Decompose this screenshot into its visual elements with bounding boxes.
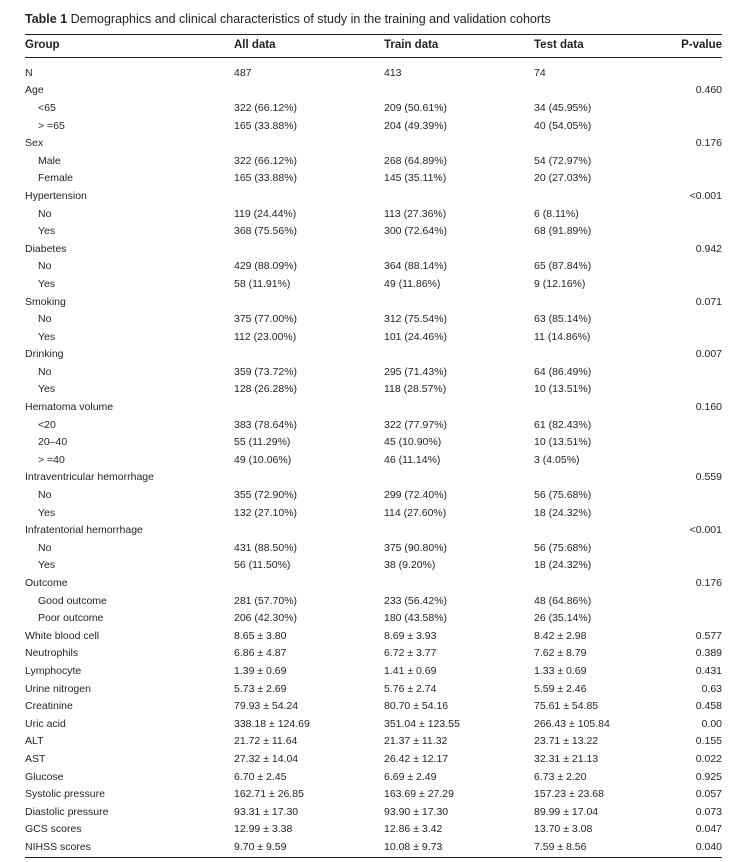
- cell-all-data: 5.73 ± 2.69: [234, 682, 287, 695]
- table-row: [25, 222, 722, 240]
- cell-all-data: 55 (11.29%): [234, 436, 291, 449]
- cell-p-value: 0.155: [695, 735, 722, 748]
- cell-all-data: 128 (26.28%): [234, 383, 298, 396]
- table-row: [25, 310, 722, 328]
- cell-test-data: [534, 134, 684, 152]
- table-row: [25, 381, 722, 399]
- cell-train-data: 5.76 ± 2.74: [384, 682, 437, 695]
- table-row: [25, 715, 722, 733]
- table-row: [25, 82, 722, 100]
- cell-p-value: [684, 117, 722, 135]
- cell-p-value: [684, 609, 722, 627]
- cell-p-value: 0.176: [695, 577, 722, 590]
- table-row: [25, 821, 722, 839]
- cell-all-data: 429 (88.09%): [234, 260, 298, 273]
- cell-all-data: 9.70 ± 9.59: [234, 840, 287, 853]
- header-p-value: P-value: [681, 39, 722, 51]
- table-row: [25, 627, 722, 645]
- cell-group: Age: [25, 84, 44, 97]
- cell-train-data: [384, 240, 534, 258]
- cell-train-data: 26.42 ± 12.17: [384, 752, 449, 765]
- cell-group: Poor outcome: [38, 612, 104, 625]
- cell-p-value: 0.073: [695, 805, 722, 818]
- cell-test-data: 23.71 ± 13.22: [534, 735, 599, 748]
- table-body: [25, 64, 722, 856]
- cell-all-data: 368 (75.56%): [234, 225, 298, 238]
- cell-train-data: 6.72 ± 3.77: [384, 647, 437, 660]
- cell-group: Yes: [38, 330, 56, 343]
- cell-train-data: [384, 82, 534, 100]
- cell-group: No: [38, 313, 52, 326]
- cell-all-data: [234, 240, 384, 258]
- cell-all-data: 58 (11.91%): [234, 277, 291, 290]
- cell-p-value: [684, 363, 722, 381]
- cell-train-data: 351.04 ± 123.55: [384, 717, 460, 730]
- table-row: [25, 293, 722, 311]
- cell-group: Yes: [38, 506, 56, 519]
- cell-train-data: [384, 187, 534, 205]
- cell-p-value: [684, 416, 722, 434]
- cell-all-data: 165 (33.88%): [234, 172, 298, 185]
- cell-test-data: 157.23 ± 23.68: [534, 788, 604, 801]
- table-row: [25, 592, 722, 610]
- cell-p-value: 0.431: [695, 664, 722, 677]
- cell-group: N: [25, 66, 33, 79]
- cell-group: <20: [38, 418, 56, 431]
- table-row: [25, 469, 722, 487]
- cell-group: Uric acid: [25, 717, 66, 730]
- cell-train-data: [384, 346, 534, 364]
- cell-group: <65: [38, 101, 56, 114]
- table-header-rule: [25, 57, 722, 58]
- cell-test-data: [534, 521, 684, 539]
- cell-p-value: 0.007: [695, 348, 722, 361]
- table-row: [25, 521, 722, 539]
- cell-all-data: 49 (10.06%): [234, 453, 292, 466]
- cell-group: Yes: [38, 225, 56, 238]
- cell-all-data: [234, 574, 384, 592]
- table-row: [25, 451, 722, 469]
- cell-group: No: [38, 207, 52, 220]
- cell-p-value: [684, 205, 722, 223]
- cell-p-value: [684, 310, 722, 328]
- table-row: [25, 609, 722, 627]
- cell-test-data: 56 (75.68%): [534, 541, 592, 554]
- cell-all-data: 206 (42.30%): [234, 612, 298, 625]
- cell-all-data: [234, 293, 384, 311]
- cell-all-data: 27.32 ± 14.04: [234, 752, 299, 765]
- table-bottom-rule: [25, 857, 722, 858]
- header-all-data: All data: [234, 39, 276, 51]
- cell-train-data: 38 (9.20%): [384, 559, 436, 572]
- cell-p-value: 0.057: [695, 788, 722, 801]
- table-row: [25, 398, 722, 416]
- cell-p-value: [684, 381, 722, 399]
- cell-all-data: 6.86 ± 4.87: [234, 647, 287, 660]
- cell-test-data: 63 (85.14%): [534, 313, 592, 326]
- cell-p-value: [684, 152, 722, 170]
- cell-test-data: 34 (45.95%): [534, 101, 592, 114]
- table-row: [25, 64, 722, 82]
- table-row: [25, 346, 722, 364]
- cell-all-data: 162.71 ± 26.85: [234, 788, 304, 801]
- cell-all-data: 355 (72.90%): [234, 489, 298, 502]
- cell-all-data: [234, 469, 384, 487]
- cell-group: No: [38, 365, 52, 378]
- table-row: [25, 328, 722, 346]
- cell-test-data: [534, 346, 684, 364]
- cell-test-data: [534, 82, 684, 100]
- cell-train-data: [384, 574, 534, 592]
- table-row: [25, 117, 722, 135]
- table-row: [25, 170, 722, 188]
- cell-test-data: 266.43 ± 105.84: [534, 717, 610, 730]
- cell-group: Male: [38, 154, 61, 167]
- cell-test-data: 40 (54.05%): [534, 119, 592, 132]
- cell-test-data: 5.59 ± 2.46: [534, 682, 587, 695]
- cell-p-value: 0.00: [701, 717, 722, 730]
- header-test-data: Test data: [534, 39, 584, 51]
- cell-all-data: 112 (23.00%): [234, 330, 297, 343]
- cell-group: Diastolic pressure: [25, 805, 109, 818]
- cell-p-value: 0.63: [701, 682, 722, 695]
- cell-p-value: [684, 222, 722, 240]
- cell-group: > =40: [38, 453, 65, 466]
- cell-train-data: 145 (35.11%): [384, 172, 447, 185]
- cell-test-data: [534, 398, 684, 416]
- cell-test-data: 61 (82.43%): [534, 418, 592, 431]
- cell-group: Intraventricular hemorrhage: [25, 471, 154, 484]
- cell-group: ALT: [25, 735, 44, 748]
- cell-group: Female: [38, 172, 74, 185]
- cell-train-data: 1.41 ± 0.69: [384, 664, 437, 677]
- cell-group: Neutrophils: [25, 647, 79, 660]
- cell-test-data: 54 (72.97%): [534, 154, 592, 167]
- cell-group: Glucose: [25, 770, 64, 783]
- cell-train-data: 114 (27.60%): [384, 506, 447, 519]
- cell-all-data: 56 (11.50%): [234, 559, 291, 572]
- cell-all-data: 322 (66.12%): [234, 101, 298, 114]
- cell-test-data: 6 (8.11%): [534, 207, 579, 220]
- cell-all-data: 487: [234, 66, 252, 79]
- cell-all-data: [234, 398, 384, 416]
- table-row: [25, 697, 722, 715]
- cell-test-data: 13.70 ± 3.08: [534, 823, 593, 836]
- cell-test-data: 7.59 ± 8.56: [534, 840, 587, 853]
- cell-p-value: [684, 539, 722, 557]
- cell-p-value: [684, 486, 722, 504]
- cell-all-data: 132 (27.10%): [234, 506, 298, 519]
- cell-group: Urine nitrogen: [25, 682, 91, 695]
- cell-test-data: 3 (4.05%): [534, 453, 580, 466]
- cell-all-data: 338.18 ± 124.69: [234, 717, 310, 730]
- cell-test-data: 6.73 ± 2.20: [534, 770, 587, 783]
- cell-p-value: 0.047: [695, 823, 722, 836]
- table-row: [25, 504, 722, 522]
- cell-group: Creatinine: [25, 700, 73, 713]
- table-row: [25, 433, 722, 451]
- cell-all-data: 79.93 ± 54.24: [234, 700, 299, 713]
- table-row: [25, 539, 722, 557]
- cell-group: Sex: [25, 137, 44, 150]
- cell-p-value: 0.458: [695, 700, 722, 713]
- cell-test-data: 75.61 ± 54.85: [534, 700, 599, 713]
- cell-test-data: 20 (27.03%): [534, 172, 592, 185]
- cell-train-data: 6.69 ± 2.49: [384, 770, 437, 783]
- cell-train-data: 113 (27.36%): [384, 207, 447, 220]
- table-row: [25, 275, 722, 293]
- table-row: [25, 750, 722, 768]
- cell-train-data: 49 (11.86%): [384, 277, 441, 290]
- cell-test-data: 10 (13.51%): [534, 436, 592, 449]
- cell-p-value: [684, 64, 722, 82]
- cell-train-data: 180 (43.58%): [384, 612, 448, 625]
- cell-train-data: 12.86 ± 3.42: [384, 823, 443, 836]
- cell-group: Yes: [38, 277, 56, 290]
- table-caption-label: Table 1: [25, 12, 68, 26]
- cell-test-data: 74: [534, 66, 546, 79]
- cell-group: Good outcome: [38, 594, 107, 607]
- table-caption: [25, 12, 551, 26]
- cell-all-data: 281 (57.70%): [234, 594, 298, 607]
- cell-p-value: [684, 451, 722, 469]
- cell-group: No: [38, 489, 52, 502]
- cell-train-data: 204 (49.39%): [384, 119, 448, 132]
- cell-test-data: [534, 293, 684, 311]
- cell-test-data: 56 (75.68%): [534, 489, 592, 502]
- cell-p-value: 0.160: [695, 401, 722, 414]
- cell-train-data: [384, 398, 534, 416]
- cell-p-value: 0.389: [695, 647, 722, 660]
- cell-p-value: 0.040: [695, 840, 722, 853]
- cell-all-data: 1.39 ± 0.69: [234, 664, 287, 677]
- cell-all-data: [234, 187, 384, 205]
- cell-p-value: [684, 275, 722, 293]
- table-row: [25, 205, 722, 223]
- cell-test-data: 7.62 ± 8.79: [534, 647, 587, 660]
- table-top-rule: [25, 34, 722, 35]
- header-train-data: Train data: [384, 39, 439, 51]
- table-row: [25, 662, 722, 680]
- cell-train-data: 163.69 ± 27.29: [384, 788, 454, 801]
- cell-all-data: [234, 346, 384, 364]
- cell-group: NIHSS scores: [25, 840, 91, 853]
- cell-test-data: 8.42 ± 2.98: [534, 629, 587, 642]
- table-row: [25, 258, 722, 276]
- cell-train-data: 312 (75.54%): [384, 313, 448, 326]
- cell-test-data: 18 (24.32%): [534, 506, 592, 519]
- cell-group: No: [38, 260, 52, 273]
- cell-train-data: 295 (71.43%): [384, 365, 448, 378]
- cell-all-data: 431 (88.50%): [234, 541, 298, 554]
- cell-train-data: 21.37 ± 11.32: [384, 735, 448, 748]
- cell-all-data: 21.72 ± 11.64: [234, 735, 298, 748]
- cell-test-data: 1.33 ± 0.69: [534, 664, 587, 677]
- cell-train-data: 93.90 ± 17.30: [384, 805, 449, 818]
- cell-p-value: [684, 504, 722, 522]
- cell-group: Yes: [38, 559, 56, 572]
- cell-all-data: 12.99 ± 3.38: [234, 823, 293, 836]
- cell-p-value: 0.925: [695, 770, 722, 783]
- cell-group: GCS scores: [25, 823, 82, 836]
- cell-all-data: 165 (33.88%): [234, 119, 298, 132]
- cell-test-data: 18 (24.32%): [534, 559, 592, 572]
- cell-test-data: 10 (13.51%): [534, 383, 592, 396]
- cell-p-value: [684, 328, 722, 346]
- table-row: [25, 187, 722, 205]
- cell-test-data: 68 (91.89%): [534, 225, 592, 238]
- table-row: [25, 152, 722, 170]
- cell-train-data: 375 (90.80%): [384, 541, 448, 554]
- cell-p-value: [684, 170, 722, 188]
- cell-test-data: 26 (35.14%): [534, 612, 592, 625]
- cell-p-value: [684, 433, 722, 451]
- cell-test-data: 64 (86.49%): [534, 365, 592, 378]
- cell-train-data: 233 (56.42%): [384, 594, 448, 607]
- cell-p-value: [684, 592, 722, 610]
- cell-p-value: <0.001: [689, 189, 722, 202]
- table-row: [25, 363, 722, 381]
- cell-all-data: 93.31 ± 17.30: [234, 805, 299, 818]
- cell-group: > =65: [38, 119, 65, 132]
- cell-p-value: 0.460: [695, 84, 722, 97]
- cell-all-data: 359 (73.72%): [234, 365, 298, 378]
- cell-train-data: 101 (24.46%): [384, 330, 448, 343]
- table-row: [25, 680, 722, 698]
- table-row: [25, 99, 722, 117]
- cell-test-data: 48 (64.86%): [534, 594, 592, 607]
- cell-group: Smoking: [25, 295, 66, 308]
- cell-group: Lymphocyte: [25, 664, 82, 677]
- table-row: [25, 733, 722, 751]
- cell-all-data: [234, 521, 384, 539]
- cell-p-value: <0.001: [689, 524, 722, 537]
- cell-p-value: 0.071: [695, 295, 722, 308]
- cell-group: Hypertension: [25, 189, 87, 202]
- cell-all-data: 375 (77.00%): [234, 313, 298, 326]
- table-row: [25, 134, 722, 152]
- cell-train-data: 413: [384, 66, 402, 79]
- cell-test-data: [534, 574, 684, 592]
- cell-group: White blood cell: [25, 629, 100, 642]
- cell-p-value: [684, 557, 722, 575]
- cell-all-data: 322 (66.12%): [234, 154, 298, 167]
- cell-p-value: 0.022: [695, 752, 722, 765]
- table-row: [25, 645, 722, 663]
- cell-all-data: 383 (78.64%): [234, 418, 298, 431]
- cell-group: Drinking: [25, 348, 64, 361]
- cell-train-data: 364 (88.14%): [384, 260, 448, 273]
- table-row: [25, 803, 722, 821]
- cell-all-data: 8.65 ± 3.80: [234, 629, 287, 642]
- table-row: [25, 574, 722, 592]
- cell-group: Diabetes: [25, 242, 67, 255]
- table-row: [25, 240, 722, 258]
- table-caption-text: Demographics and clinical characteristics of study in the training and validation cohorts: [70, 12, 551, 26]
- cell-p-value: 0.559: [695, 471, 722, 484]
- cell-train-data: 209 (50.61%): [384, 101, 448, 114]
- cell-train-data: [384, 134, 534, 152]
- cell-train-data: 8.69 ± 3.93: [384, 629, 437, 642]
- cell-all-data: [234, 82, 384, 100]
- cell-group: Infratentorial hemorrhage: [25, 524, 143, 537]
- cell-train-data: 322 (77.97%): [384, 418, 448, 431]
- table-row: [25, 785, 722, 803]
- table-row: [25, 768, 722, 786]
- cell-group: Systolic pressure: [25, 788, 105, 801]
- cell-p-value: 0.942: [695, 242, 722, 255]
- cell-train-data: [384, 293, 534, 311]
- data-table: [25, 64, 722, 856]
- cell-test-data: [534, 187, 684, 205]
- cell-train-data: 299 (72.40%): [384, 489, 448, 502]
- cell-train-data: [384, 469, 534, 487]
- cell-test-data: 11 (14.86%): [534, 330, 591, 343]
- cell-test-data: 65 (87.84%): [534, 260, 592, 273]
- cell-group: Hematoma volume: [25, 401, 114, 414]
- cell-train-data: 46 (11.14%): [384, 453, 441, 466]
- cell-train-data: 45 (10.90%): [384, 436, 442, 449]
- cell-all-data: 6.70 ± 2.45: [234, 770, 287, 783]
- cell-train-data: 80.70 ± 54.16: [384, 700, 449, 713]
- cell-train-data: 300 (72.64%): [384, 225, 448, 238]
- cell-all-data: 119 (24.44%): [234, 207, 297, 220]
- cell-train-data: 118 (28.57%): [384, 383, 447, 396]
- cell-train-data: 268 (64.89%): [384, 154, 448, 167]
- cell-group: No: [38, 541, 52, 554]
- cell-group: 20–40: [38, 436, 68, 449]
- cell-test-data: [534, 469, 684, 487]
- cell-test-data: 9 (12.16%): [534, 277, 586, 290]
- header-group: Group: [25, 39, 60, 51]
- cell-train-data: 10.08 ± 9.73: [384, 840, 443, 853]
- cell-test-data: 89.99 ± 17.04: [534, 805, 599, 818]
- cell-test-data: 32.31 ± 21.13: [534, 752, 599, 765]
- cell-group: Yes: [38, 383, 56, 396]
- cell-all-data: [234, 134, 384, 152]
- cell-train-data: [384, 521, 534, 539]
- cell-p-value: 0.577: [695, 629, 722, 642]
- table-row: [25, 416, 722, 434]
- table-row: [25, 838, 722, 856]
- cell-p-value: [684, 99, 722, 117]
- table-row: [25, 486, 722, 504]
- cell-p-value: 0.176: [695, 137, 722, 150]
- cell-group: Outcome: [25, 577, 68, 590]
- cell-group: AST: [25, 752, 46, 765]
- cell-test-data: [534, 240, 684, 258]
- table-row: [25, 557, 722, 575]
- cell-p-value: [684, 258, 722, 276]
